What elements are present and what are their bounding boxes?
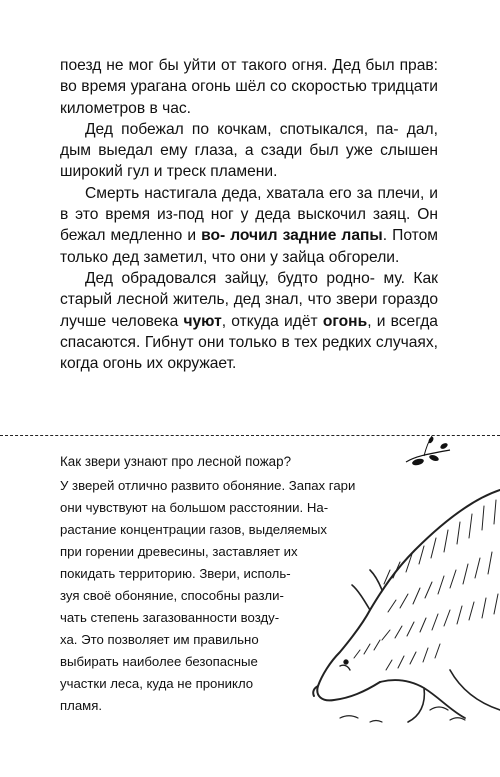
bold-phrase: во-: [201, 227, 226, 245]
text-line: поезд не мог бы уйти от такого огня. Дед: [60, 57, 361, 74]
sidebar-line: покидать территорию. Звери, исполь-: [60, 566, 291, 581]
text-line: . Потом только дед: [60, 227, 439, 266]
text-line: Дед побежал по кочкам, спотыкался, па-: [85, 120, 399, 138]
sidebar-line: растание концентрации газов, выделяемых: [60, 522, 328, 537]
text-line: Гибнут они только в тех редких случаях,: [144, 333, 438, 351]
text-line: когда огонь их окружает.: [60, 355, 237, 373]
text-line: заметил, что они у зайца обгорели.: [143, 248, 400, 266]
text-line: Дед обрадовался зайцу, будто родно-: [85, 269, 375, 287]
text-line: му. Как старый лесной житель, дед знал,: [60, 269, 438, 309]
sidebar-title: Как звери узнают про лесной пожар?: [60, 454, 292, 469]
sidebar-line: они чувствуют на большом расстоянии. На-: [60, 500, 329, 515]
main-text: [60, 55, 438, 374]
text-line: плечи, и в это время из-под ног у деда: [60, 184, 438, 224]
text-line: скоростью тридцати километров в час.: [60, 78, 438, 117]
text-fragment: ,: [221, 312, 227, 330]
paragraph-3: [60, 183, 438, 268]
text-line: откуда идёт: [231, 312, 323, 330]
text-line: выскочил заяц. Он бежал медленно и: [60, 206, 438, 245]
text-line: дал, дым выедал ему глаза, а сзади был: [60, 120, 438, 160]
paragraph-2: [60, 119, 438, 183]
sidebar-line: У зверей отлично развито обоняние. Запах гари: [60, 478, 356, 493]
text-line: что звери гораздо лучше человека: [60, 291, 438, 330]
sidebar-body: [60, 475, 380, 717]
paragraph-4: [60, 268, 438, 374]
bold-word: чуют: [183, 312, 222, 330]
sidebar-line: пламя.: [60, 698, 103, 713]
paragraph-1: [60, 55, 438, 119]
sidebar-line: при горении древесины, заставляет их: [60, 544, 298, 559]
text-line: Смерть настигала деда, хватала его за: [85, 184, 373, 202]
bold-word: огонь: [322, 312, 368, 330]
sidebar-line: зуя своё обоняние, способны разли-: [60, 588, 284, 603]
bold-phrase: лочил задние лапы: [230, 227, 383, 245]
sidebar-line: ха. Это позволяет им правильно: [60, 632, 259, 647]
text-fragment: , и всегда спасаются.: [60, 312, 438, 351]
sidebar-line: чать степень загазованности возду-: [60, 610, 280, 625]
sidebar-line: выбирать наиболее безопасные: [60, 654, 258, 669]
sidebar-line: участки леса, куда не проникло: [60, 676, 254, 691]
text-line: был прав: во время урагана огонь шёл со: [60, 57, 438, 96]
text-line: уже слышен широкий гул и треск пламени.: [60, 142, 438, 181]
